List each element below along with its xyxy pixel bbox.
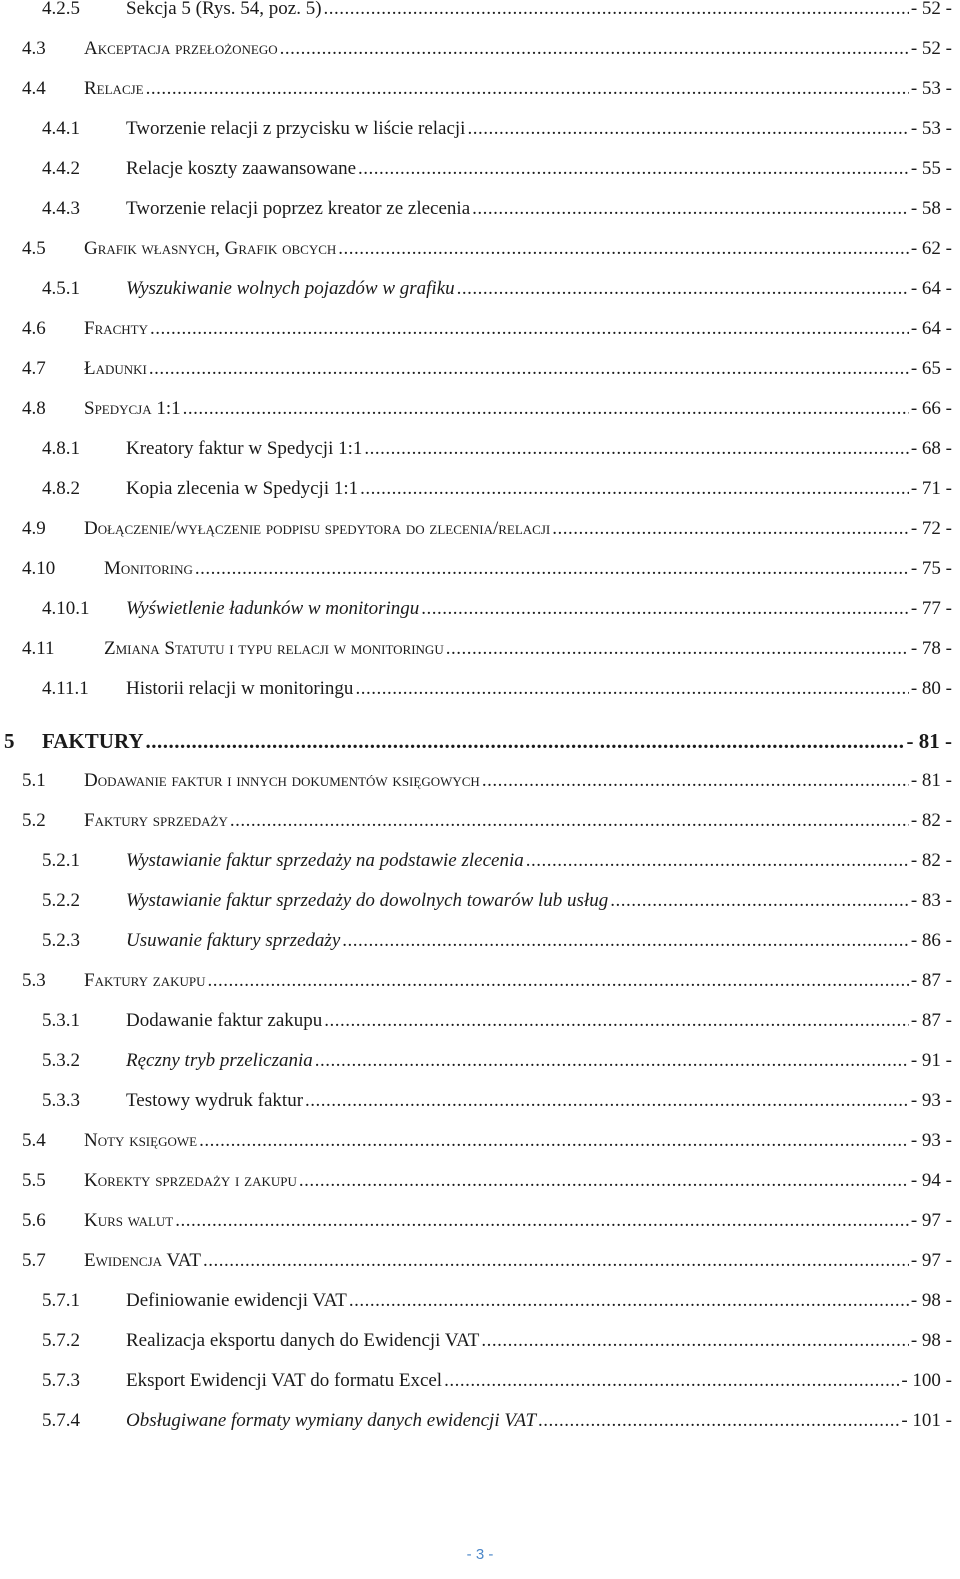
toc-entry-page: - 66 - — [910, 398, 952, 419]
dot-leader — [305, 1086, 909, 1116]
toc-entry[interactable] — [0, 194, 960, 224]
toc-entry[interactable] — [0, 1406, 960, 1436]
dot-leader — [280, 34, 909, 64]
toc-entry[interactable] — [0, 234, 960, 264]
toc-entry-number: 4.5.1 — [42, 278, 80, 299]
toc-entry[interactable] — [0, 766, 960, 796]
dot-leader — [208, 966, 909, 996]
toc-entry-number: 4.11 — [22, 638, 55, 659]
toc-entry-number: 5.3.2 — [42, 1050, 80, 1071]
toc-entry-number: 5.1 — [22, 770, 46, 791]
toc-entry-page: - 64 - — [910, 278, 952, 299]
dot-leader — [183, 394, 909, 424]
dot-leader — [444, 1366, 899, 1396]
toc-entry-page: - 98 - — [910, 1330, 952, 1351]
toc-entry-title: Dodawanie faktur zakupu — [126, 1010, 323, 1031]
toc-entry-number: 5.5 — [22, 1170, 46, 1191]
dot-leader — [349, 1286, 909, 1316]
toc-entry-title: Wystawianie faktur sprzedaży na podstawie zlecenia — [126, 850, 524, 871]
toc-entry-page: - 53 - — [910, 78, 952, 99]
dot-leader — [230, 806, 909, 836]
toc-entry-number: 5.3.1 — [42, 1010, 80, 1031]
toc-entry-page: - 101 - — [901, 1410, 952, 1431]
toc-entry-page: - 62 - — [910, 238, 952, 259]
toc-entry-page: - 78 - — [910, 638, 952, 659]
toc-entry-title: Akceptacja przełożonego — [84, 38, 278, 59]
toc-entry-title: Relacje — [84, 78, 144, 99]
toc-entry-number: 5.7.1 — [42, 1290, 80, 1311]
toc-entry-title: Wystawianie faktur sprzedaży do dowolnych towarów lub usług — [126, 890, 609, 911]
toc-entry-title: Zmiana Statutu i typu relacji w monitoringu — [104, 638, 444, 659]
toc-entry-page: - 87 - — [910, 1010, 952, 1031]
toc-entry-title: Ręczny tryb przeliczania — [126, 1050, 313, 1071]
toc-entry-number: 5.7.3 — [42, 1370, 80, 1391]
toc-entry-number: 4.10 — [22, 558, 56, 579]
toc-entry-title: Realizacja eksportu danych do Ewidencji VAT — [126, 1330, 480, 1351]
toc-entry-title: Ładunki — [84, 358, 147, 379]
toc-entry-title: Sekcja 5 (Rys. 54, poz. 5) — [126, 0, 322, 19]
toc-entry-title: Testowy wydruk faktur — [126, 1090, 304, 1111]
toc-entry-title: Noty księgowe — [84, 1130, 198, 1151]
page-number-footer: - 3 - — [466, 1546, 494, 1563]
toc-entry[interactable] — [0, 846, 960, 876]
toc-entry-page: - 53 - — [910, 118, 952, 139]
toc-entry-page: - 81 - — [910, 770, 952, 791]
toc-entry-page: - 82 - — [910, 810, 952, 831]
toc-entry-number: 4.6 — [22, 318, 46, 339]
toc-entry-title: Kreatory faktur w Spedycji 1:1 — [126, 438, 363, 459]
toc-entry-title: Korekty sprzedaży i zakupu — [84, 1170, 297, 1191]
toc-entry-page: - 80 - — [910, 678, 952, 699]
toc-entry-page: - 81 - — [906, 729, 952, 753]
toc-entry-number: 5.6 — [22, 1210, 46, 1231]
toc-entry-title: Frachty — [84, 318, 149, 339]
toc-entry-number: 5.7.2 — [42, 1330, 80, 1351]
dot-leader — [538, 1406, 899, 1436]
toc-entry-number: 4.4 — [22, 78, 46, 99]
toc-entry[interactable] — [0, 1286, 960, 1316]
dot-leader — [324, 0, 909, 24]
toc-entry[interactable] — [0, 674, 960, 704]
toc-entry[interactable] — [0, 1166, 960, 1196]
toc-entry-number: 5.7 — [22, 1250, 46, 1271]
dot-leader — [482, 766, 909, 796]
toc-entry[interactable] — [0, 74, 960, 104]
toc-entry[interactable] — [0, 1126, 960, 1156]
toc-entry[interactable] — [0, 1206, 960, 1236]
dot-leader — [195, 554, 909, 584]
toc-entry-number: 4.8 — [22, 398, 46, 419]
toc-entry[interactable] — [0, 34, 960, 64]
toc-entry-page: - 93 - — [910, 1130, 952, 1151]
toc-entry-number: 5.7.4 — [42, 1410, 80, 1431]
toc-entry-number: 5 — [4, 729, 15, 753]
dot-leader — [342, 926, 909, 956]
toc-entry-number: 4.7 — [22, 358, 46, 379]
toc-entry[interactable] — [0, 314, 960, 344]
toc-entry[interactable] — [0, 594, 960, 624]
toc-entry-title: Historii relacji w monitoringu — [126, 678, 354, 699]
toc-entry-page: - 94 - — [910, 1170, 952, 1191]
toc-entry-title: Wyświetlenie ładunków w monitoringu — [126, 598, 420, 619]
toc-entry-number: 4.11.1 — [42, 678, 89, 699]
toc-entry-number: 4.3 — [22, 38, 46, 59]
toc-entry-title: Tworzenie relacji z przycisku w liście relacji — [126, 118, 466, 139]
toc-entry-number: 5.2 — [22, 810, 46, 831]
toc-entry-number: 5.4 — [22, 1130, 46, 1151]
toc-entry-page: - 83 - — [910, 890, 952, 911]
dot-leader — [175, 1206, 909, 1236]
toc-entry-title: Dodawanie faktur i innych dokumentów księgowych — [84, 770, 480, 791]
toc-entry-number: 4.8.1 — [42, 438, 80, 459]
toc-entry-number: 4.5 — [22, 238, 46, 259]
toc-entry-title: Grafik własnych, Grafik obcych — [84, 238, 337, 259]
toc-entry-title: Monitoring — [104, 558, 193, 579]
toc-entry-page: - 93 - — [910, 1090, 952, 1111]
toc-entry-page: - 52 - — [910, 0, 952, 19]
toc-entry-title: Spedycja 1:1 — [84, 398, 181, 419]
toc-entry[interactable] — [0, 966, 960, 996]
toc-entry-number: 4.9 — [22, 518, 46, 539]
toc-entry-title: Faktury zakupu — [84, 970, 206, 991]
toc-entry-number: 4.8.2 — [42, 478, 80, 499]
toc-entry[interactable] — [0, 726, 960, 756]
dot-leader — [355, 674, 908, 704]
toc-entry-page: - 71 - — [910, 478, 952, 499]
toc-entry-page: - 82 - — [910, 850, 952, 871]
toc-entry[interactable] — [0, 1046, 960, 1076]
dot-leader — [457, 274, 909, 304]
toc-entry-title: Tworzenie relacji poprzez kreator ze zlecenia — [126, 198, 471, 219]
toc-entry[interactable] — [0, 806, 960, 836]
toc-entry[interactable] — [0, 354, 960, 384]
dot-leader — [338, 234, 909, 264]
toc-entry-page: - 72 - — [910, 518, 952, 539]
toc-entry-title: FAKTURY — [42, 729, 144, 753]
toc-entry-title: Dołączenie/wyłączenie podpisu spedytora do zlecenia/relacji — [84, 518, 551, 539]
dot-leader — [467, 114, 908, 144]
toc-entry-number: 5.2.3 — [42, 930, 80, 951]
toc-entry-page: - 97 - — [910, 1250, 952, 1271]
toc-entry-number: 4.10.1 — [42, 598, 90, 619]
toc-entry[interactable] — [0, 154, 960, 184]
toc-entry-number: 4.4.3 — [42, 198, 80, 219]
dot-leader — [364, 434, 908, 464]
toc-entry-page: - 100 - — [901, 1370, 952, 1391]
dot-leader — [610, 886, 909, 916]
toc-entry[interactable] — [0, 1326, 960, 1356]
dot-leader — [146, 74, 909, 104]
toc-entry-title: Ewidencja VAT — [84, 1250, 201, 1271]
toc-entry[interactable] — [0, 1366, 960, 1396]
dot-leader — [203, 1246, 909, 1276]
toc-entry-title: Usuwanie faktury sprzedaży — [126, 930, 341, 951]
toc-entry-page: - 58 - — [910, 198, 952, 219]
toc-entry-page: - 52 - — [910, 38, 952, 59]
toc-entry-number: 5.2.2 — [42, 890, 80, 911]
toc-entry[interactable] — [0, 274, 960, 304]
toc-entry-number: 4.2.5 — [42, 0, 80, 19]
toc-entry[interactable] — [0, 434, 960, 464]
toc-entry[interactable] — [0, 1246, 960, 1276]
toc-entry-page: - 65 - — [910, 358, 952, 379]
toc-entry-title: Definiowanie ewidencji VAT — [126, 1290, 347, 1311]
dot-leader — [481, 1326, 909, 1356]
toc-entry-page: - 55 - — [910, 158, 952, 179]
toc-entry[interactable] — [0, 634, 960, 664]
dot-leader — [446, 634, 909, 664]
dot-leader — [315, 1046, 909, 1076]
toc-entry-number: 5.3 — [22, 970, 46, 991]
toc-entry[interactable] — [0, 474, 960, 504]
toc-entry[interactable] — [0, 926, 960, 956]
toc-entry-page: - 97 - — [910, 1210, 952, 1231]
toc-entry[interactable] — [0, 394, 960, 424]
toc-entry-page: - 86 - — [910, 930, 952, 951]
dot-leader — [360, 474, 909, 504]
dot-leader — [299, 1166, 909, 1196]
dot-leader — [146, 726, 905, 756]
dot-leader — [324, 1006, 909, 1036]
toc-entry[interactable] — [0, 1006, 960, 1036]
toc-entry-title: Kurs walut — [84, 1210, 174, 1231]
toc-entry-page: - 87 - — [910, 970, 952, 991]
toc-entry-title: Kopia zlecenia w Spedycji 1:1 — [126, 478, 359, 499]
toc-entry-number: 4.4.2 — [42, 158, 80, 179]
dot-leader — [472, 194, 909, 224]
toc-entry-number: 5.2.1 — [42, 850, 80, 871]
toc-entry-page: - 91 - — [910, 1050, 952, 1071]
toc-entry-title: Faktury sprzedaży — [84, 810, 228, 831]
dot-leader — [150, 314, 909, 344]
toc-entry-number: 5.3.3 — [42, 1090, 80, 1111]
toc-entry-page: - 98 - — [910, 1290, 952, 1311]
dot-leader — [358, 154, 909, 184]
toc-entry[interactable] — [0, 0, 960, 24]
toc-entry[interactable] — [0, 1086, 960, 1116]
toc-entry-number: 4.4.1 — [42, 118, 80, 139]
toc-entry-title: Relacje koszty zaawansowane — [126, 158, 357, 179]
toc-entry-page: - 64 - — [910, 318, 952, 339]
toc-entry[interactable] — [0, 114, 960, 144]
dot-leader — [552, 514, 909, 544]
toc-entry-title: Eksport Ewidencji VAT do formatu Excel — [126, 1370, 443, 1391]
dot-leader — [421, 594, 909, 624]
toc-entry[interactable] — [0, 514, 960, 544]
toc-entry-page: - 75 - — [910, 558, 952, 579]
dot-leader — [199, 1126, 909, 1156]
toc-entry-title: Wyszukiwanie wolnych pojazdów w grafiku — [126, 278, 455, 299]
toc-entry-title: Obsługiwane formaty wymiany danych ewidencji VAT — [126, 1410, 537, 1431]
toc-entry-page: - 77 - — [910, 598, 952, 619]
toc-entry-page: - 68 - — [910, 438, 952, 459]
toc-entry[interactable] — [0, 886, 960, 916]
dot-leader — [526, 846, 909, 876]
toc-entry[interactable] — [0, 554, 960, 584]
dot-leader — [149, 354, 909, 384]
